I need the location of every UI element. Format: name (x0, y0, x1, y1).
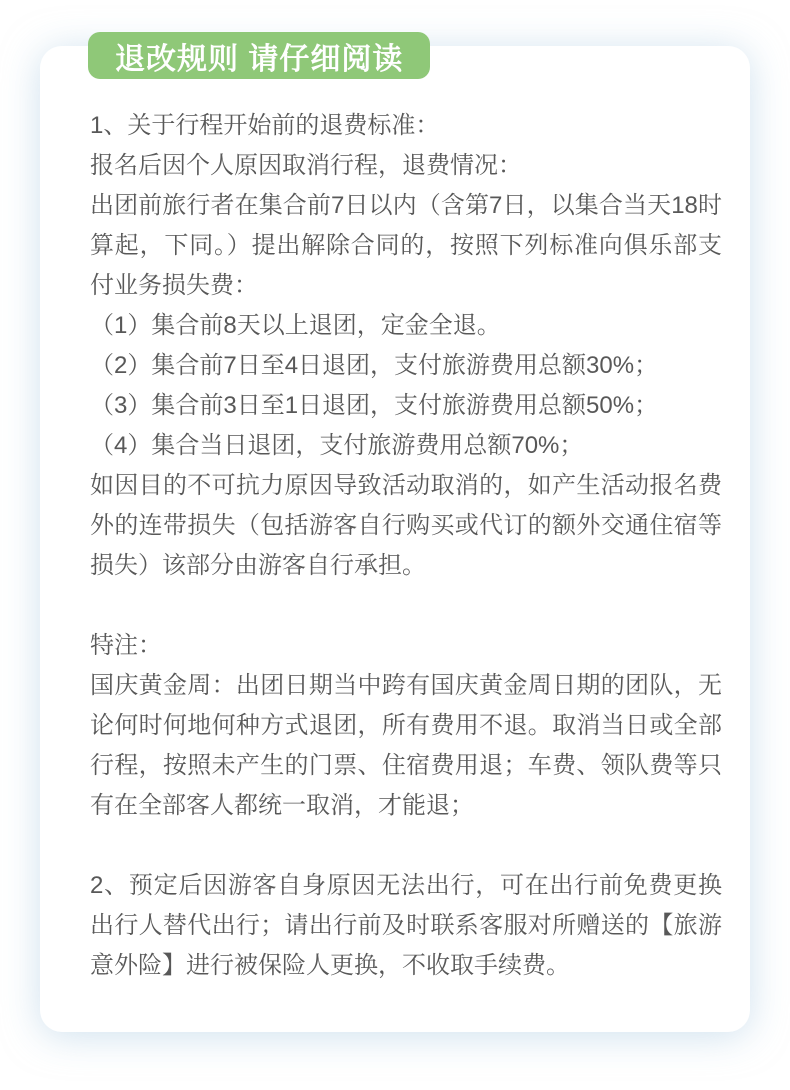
rules-section-traveler-change (90, 866, 722, 986)
rules-line: 1、关于行程开始前的退费标准： (90, 112, 440, 139)
rules-line-tier-4: （4）集合当日退团，支付旅游费用总额70%； (90, 432, 584, 459)
rules-line: 出团前旅行者在集合前7日以内（含第7日，以集合当天18时算起，下同。）提出解除合同的，按照下列标准向俱乐部支付业务损失费： (90, 192, 722, 299)
refund-rules-card (40, 46, 750, 1032)
refund-rules-content (90, 106, 722, 986)
rules-line-tier-3: （3）集合前3日至1日退团，支付旅游费用总额50%； (90, 392, 659, 419)
rules-line-tier-2: （2）集合前7日至4日退团，支付旅游费用总额30%； (90, 352, 659, 379)
rules-line: 如因目的不可抗力原因导致活动取消的，如产生活动报名费外的连带损失（包括游客自行购买或代订的额外交通住宿等损失）该部分由游客自行承担。 (90, 472, 722, 579)
refund-rules-badge: 退改规则 请仔细阅读 (88, 32, 430, 79)
rules-section-cancellation (90, 106, 722, 586)
rules-line: 2、预定后因游客自身原因无法出行，可在出行前免费更换出行人替代出行；请出行前及时联系客服对所赠送的【旅游意外险】进行被保险人更换，不收取手续费。 (90, 872, 722, 979)
rules-line: 报名后因个人原因取消行程，退费情况： (90, 152, 522, 179)
rules-line: 国庆黄金周：出团日期当中跨有国庆黄金周日期的团队，无论何时何地何种方式退团，所有费用不退。取消当日或全部行程，按照未产生的门票、住宿费用退；车费、领队费等只有在全部客人都统一取消，才能退； (90, 672, 722, 819)
special-note-heading: 特注： (90, 632, 162, 659)
rules-section-special-note (90, 626, 722, 826)
rules-line-tier-1: （1）集合前8天以上退团，定金全退。 (90, 312, 501, 339)
